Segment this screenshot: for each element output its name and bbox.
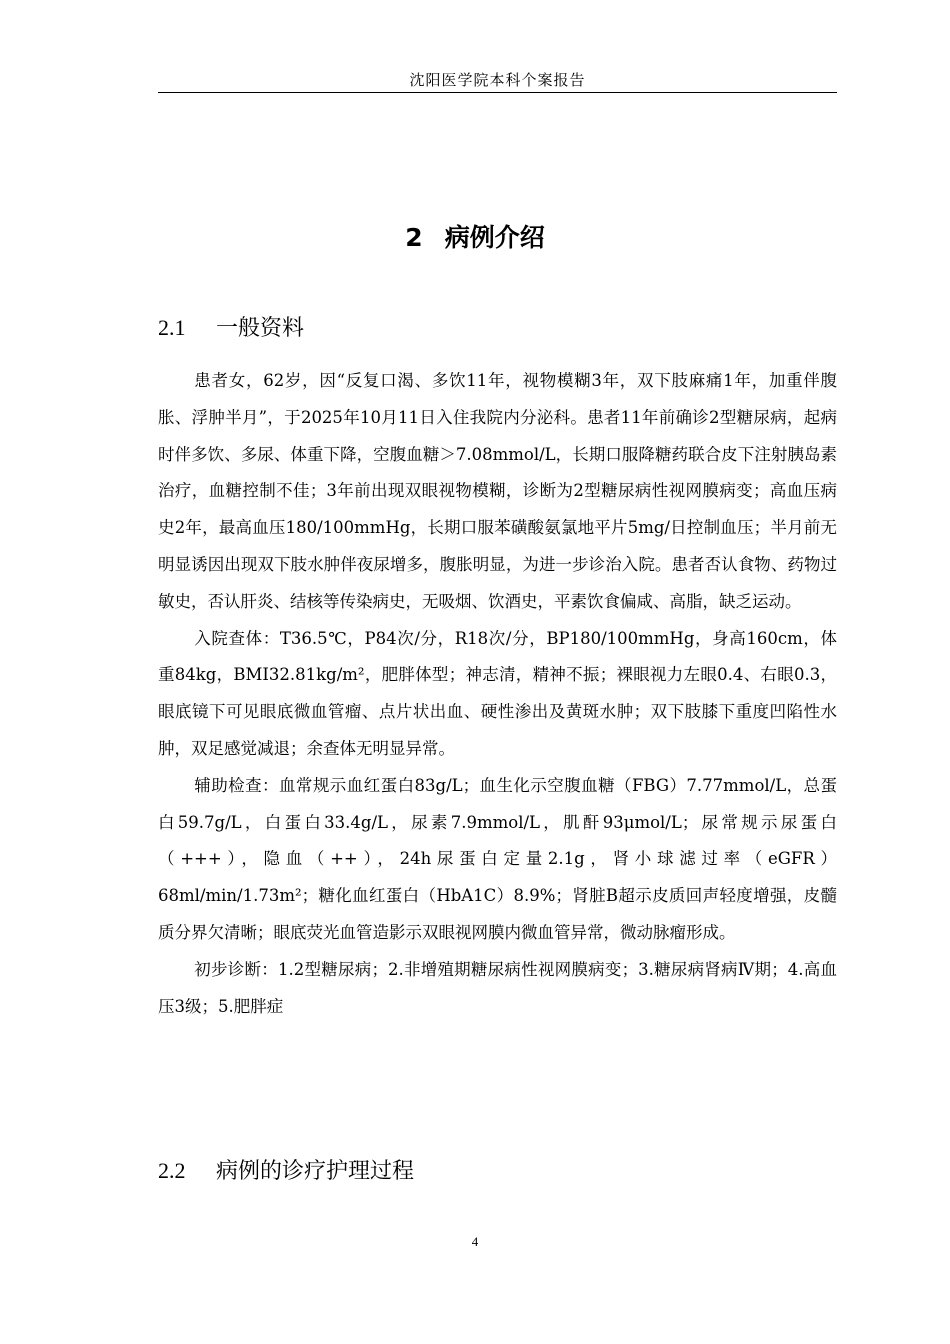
- paragraph-history: 患者女，62岁，因“反复口渴、多饮11年，视物模糊3年，双下肢麻痛1年，加重伴腹胀、浮肿半月”，于2025年10月11日入住我院内分泌科。患者11年前确诊2型糖尿病，起病时伴多饮、多尿、体重下降，空腹血糖＞7.08mmol/L，长期口服降糖药联合皮下注射胰岛素治疗，血糖控制不佳；3年前出现双眼视物模糊，诊断为2型糖尿病性视网膜病变；高血压病史2年，最高血压180/100mmHg，长期口服苯磺酸氨氯地平片5mg/日控制血压；半月前无明显诱因出现双下肢水肿伴夜尿增多，腹胀明显，为进一步诊治入院。患者否认食物、药物过敏史，否认肝炎、结核等传染病史，无吸烟、饮酒史，平素饮食偏咸、高脂，缺乏运动。: [158, 371, 837, 611]
- paragraph-physical-exam: 入院查体：T36.5℃，P84次/分，R18次/分，BP180/100mmHg，身高160cm，体重84kg，BMI32.81kg/m²，肥胖体型；神志清，精神不振；裸眼视力左眼0.4、右眼0.3，眼底镜下可见眼底微血管瘤、点片状出血、硬性渗出及黄斑水肿；双下肢膝下重度凹陷性水肿，双足感觉减退；余查体无明显异常。: [158, 628, 837, 758]
- section-title-text: 病例的诊疗护理过程: [216, 1159, 415, 1184]
- chapter-title-text: 病例介绍: [444, 223, 545, 252]
- chapter-number: 2: [405, 223, 423, 252]
- page-number: 4: [471, 1234, 479, 1249]
- page-header: 沈阳医学院本科个案报告: [158, 70, 837, 93]
- section-title-text: 一般资料: [216, 316, 305, 341]
- section-number: 2.1: [158, 315, 186, 340]
- paragraph-diagnosis: 初步诊断：1.2型糖尿病；2.非增殖期糖尿病性视网膜病变；3.糖尿病肾病Ⅳ期；4.高血压3级；5.肥胖症: [158, 959, 837, 1016]
- section-body: [158, 363, 837, 1025]
- chapter-title: [0, 220, 950, 256]
- section-heading-treatment-process: [158, 1155, 414, 1188]
- section-number: 2.2: [158, 1158, 186, 1183]
- section-heading-general-info: [158, 312, 304, 345]
- paragraph-auxiliary-exam: 辅助检查：血常规示血红蛋白83g/L；血生化示空腹血糖（FBG）7.77mmol/L，总蛋白59.7g/L，白蛋白33.4g/L，尿素7.9mmol/L，肌酐93μmol/L；尿常规示尿蛋白（+++），隐血（++），24h尿蛋白定量2.1g，肾小球滤过率（eGFR）68ml/min/1.73m²；糖化血红蛋白（HbA1C）8.9%；肾脏B超示皮质回声轻度增强，皮髓质分界欠清晰；眼底荧光血管造影示双眼视网膜内微血管异常，微动脉瘤形成。: [158, 775, 837, 942]
